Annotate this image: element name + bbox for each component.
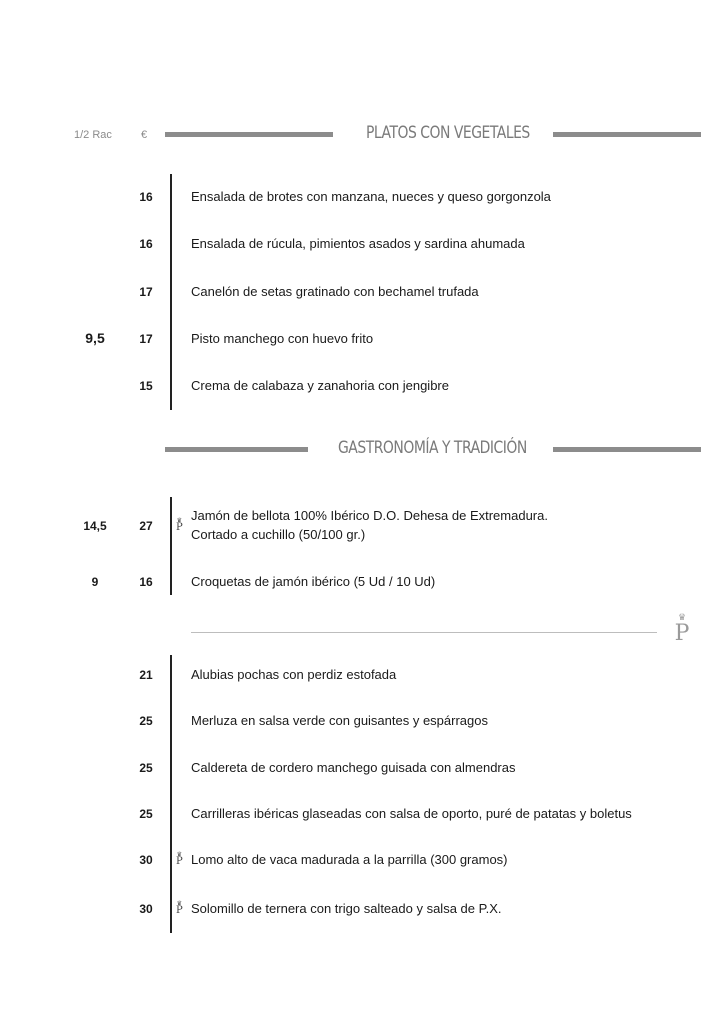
price: 25 [139,807,153,821]
dish-name: Jamón de bellota 100% Ibérico D.O. Dehesa de Extremadura. [191,508,548,523]
price: 30 [139,853,153,867]
price: 16 [139,575,153,589]
crowned-p-icon: ♛ P [176,900,183,916]
dish-name: Canelón de setas gratinado con bechamel trufada [191,284,479,299]
dish-name: Crema de calabaza y zanahoria con jengibre [191,378,449,393]
half-price: 9 [91,575,99,589]
price: 17 [139,332,153,346]
price: 25 [139,714,153,728]
column-rule [170,497,172,595]
price: 30 [139,902,153,916]
column-rule [170,655,172,933]
dish-name: Alubias pochas con perdiz estofada [191,667,397,682]
dish-name: Lomo alto de vaca madurada a la parrilla (300 gramos) [191,852,508,867]
section-title-gastronomia: GASTRONOMÍA Y TRADICIÓN [338,438,527,458]
section-bar-right [553,132,701,137]
dish-name: Carrilleras ibéricas glaseadas con salsa de oporto, puré de patatas y boletus [191,806,632,821]
price: 15 [139,379,153,393]
dish-name: Ensalada de brotes con manzana, nueces y queso gorgonzola [191,189,551,204]
column-rule [170,174,172,410]
dish-name: Merluza en salsa verde con guisantes y espárragos [191,713,488,728]
section-bar-left [165,132,333,137]
divider-line [191,632,657,633]
dish-name: Croquetas de jamón ibérico (5 Ud / 10 Ud) [191,574,436,589]
dish-name: Pisto manchego con huevo frito [191,331,374,346]
price: 27 [139,519,153,533]
dish-name: Ensalada de rúcula, pimientos asados y sardina ahumada [191,236,525,251]
section-bar-left [165,447,308,452]
half-ration-label: 1/2 Rac [74,129,112,141]
currency-label: € [141,129,148,141]
price: 17 [139,285,153,299]
dish-name: Caldereta de cordero manchego guisada con almendras [191,760,516,775]
crowned-p-icon: ♛ P [176,851,183,867]
price: 21 [139,668,153,682]
section-bar-right [553,447,701,452]
crowned-p-logo: ♛ P [674,613,690,646]
half-price: 14,5 [83,519,107,533]
half-price: 9,5 [85,330,105,346]
dish-name-line-2: Cortado a cuchillo (50/100 gr.) [191,527,366,542]
price: 16 [139,190,153,204]
price: 16 [139,237,153,251]
section-title-vegetales: PLATOS CON VEGETALES [366,123,530,143]
price: 25 [139,761,153,775]
crowned-p-icon: ♛ P [176,517,183,533]
dish-name: Solomillo de ternera con trigo salteado y salsa de P.X. [191,901,502,916]
